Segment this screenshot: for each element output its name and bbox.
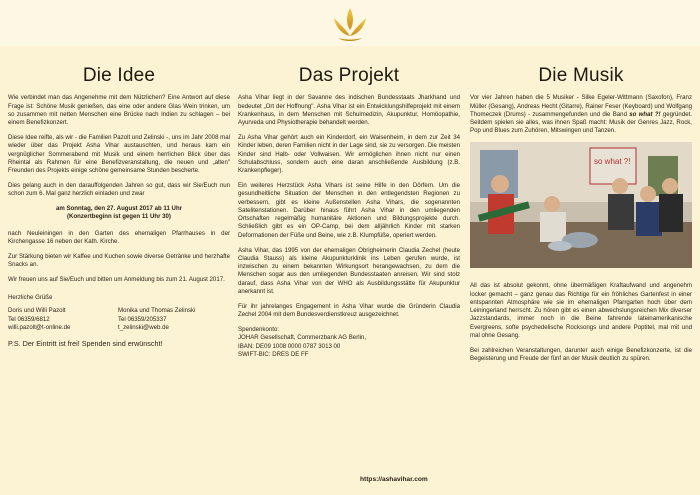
event-date	[8, 205, 230, 222]
music-paragraph-1	[470, 94, 692, 135]
event-date-line: am Sonntag, den 27. August 2017 ab 11 Uhr	[55, 205, 183, 213]
event-time-line: (Konzertbeginn ist gegen 11 Uhr 30)	[67, 213, 171, 221]
project-paragraph-5: Für ihr jahrelanges Engagement in Asha Vihar wurde die Gründerin Claudia Zechel 2004 mit dem Bundesverdienstkreuz ausgezeichnet.	[238, 302, 460, 319]
website-link[interactable]: https://ashavihar.com	[360, 476, 428, 483]
music-column	[470, 65, 692, 370]
sign-phone: Tel 06359/205337	[118, 315, 167, 323]
project-paragraph-3: Ein weiteres Herzstück Asha Vihars ist seine Hilfe in den Dörfern. Um die gesundheitliche Situation der Menschen in den entlegendsten Regionen zu verbessern, gibt es kleine Außenstellen Asha Vihars, die sogenannten Satelitenstationen. Darüber hinaus führt Asha Vihar in den umliegenden Ortschaften regelmäßig humanitäre Aktionen und Bildungsprojekte durch. Schließlich gibt es ein OP-Camp, bei dem alljährlich Kinder mit starken Deformationen der Füße und Beine, wie z.B. Klumpfüße, operiert werden.	[238, 181, 460, 239]
idea-paragraph-3: Dies gelang auch in den darauffolgenden Jahren so gut, dass wir Sie/Euch nun schon zum 6. Mal ganz herzlich einladen und zwar	[8, 181, 230, 198]
account-label: Spendenkonto:	[238, 325, 279, 333]
lotus-hands-logo-icon	[328, 2, 372, 46]
idea-paragraph-5: Zur Stärkung bieten wir Kaffee und Kuchen sowie diverse Getränke und herzhafte Snacks an.	[8, 252, 230, 269]
project-paragraph-2: Zu Asha Vihar gehört auch ein Kinderdorf, ein Waisenheim, in dem zur Zeit 34 Kinder leben, deren Familien nicht in der Lage sind, sie zu versorgen. Die meisten Kinder sind Halb- oder Vollwaisen. Wir ermöglichen ihnen nicht nur einen Schulabschluss, sondern auch eine daran anschließende Ausbildung (z.B. Krankenpfleger).	[238, 133, 460, 175]
music-text-b: gegründet. Seitdem spielen sie alles, was ihnen Spaß macht: Musik der Genres Jazz, Rock, Pop und Blues zum Zuhören, Mitswingen und Tanzen.	[470, 110, 692, 135]
project-paragraph-1: Asha Vihar liegt in der Savanne des indischen Bundesstaats Jharkhand und bedeutet „Ort der Hoffnung". Asha Vihar ist ein Entwicklungshilfeprojekt mit einem Krankenhaus, in dem Menschen mit Schulmedizin, Akupunktur, Homöopathie, Ayurveda und Physiotherapie behandelt werden.	[238, 94, 460, 127]
top-banner	[0, 0, 700, 46]
account-line: SWIFT-BIC: DRES DE FF	[238, 350, 309, 358]
postscript: P.S. Der Eintritt ist frei! Spenden sind erwünscht!	[8, 339, 163, 349]
band-photo	[470, 142, 692, 268]
greeting: Herzliche Grüße	[8, 294, 53, 302]
sign-email: t_zelinski@web.de	[118, 324, 169, 332]
account-line: IBAN: DE09 1008 0000 0787 3013 00	[238, 342, 341, 350]
idea-title: Die Idee	[82, 65, 156, 86]
music-paragraph-3: Bei zahlreichen Veranstaltungen, darunter auch einige Benefizkonzerte, ist die Begeisterung und Freude der fünf an der Musik deutlich zu spüren.	[470, 346, 692, 363]
sign-name: Doris und Willi Pazolt	[8, 307, 66, 315]
idea-paragraph-6: Wir freuen uns auf Sie/Euch und bitten um Anmeldung bis zum 21. August 2017.	[8, 275, 225, 283]
poster-text: so what ?!	[594, 157, 631, 167]
project-column	[238, 65, 460, 359]
sign-email: willi.pazolt@t-online.de	[8, 324, 71, 332]
idea-paragraph-1: Wie verbindet man das Angenehme mit dem Nützlichen? Eine Antwort auf diese Frage ist: Schöne Musik genießen, das eine oder andere Glas Wein trinken, um so zusammen mit netten Menschen eine Brücke nach Indien zu schlagen – bei einem Benefizkonzert.	[8, 94, 230, 127]
project-paragraph-4: Asha Vihar, das 1995 von der ehemaligen Obrigheimerin Claudia Zechel (heute Claudia Stauss) als kleine Akupunkturklinik ins Leben gerufen wurde, ist inzwischen zu einem bekannten Wirkungsort herangewachsen, zu dem die Menschen sogar aus den umliegenden Bundesstaaten anreisen. Wir sind stolz darauf, dass Asha Vihar von der WHO als Ausbildungsstätte für Akupunktur anerkannt ist.	[238, 246, 460, 296]
signatures	[8, 307, 230, 332]
music-paragraph-2: All das ist absolut gekonnt, ohne übermäßigen Kraftaufwand und angenehm locker gemacht – ganz genau das Richtige für ein fröhliches Gartenfest in einer entspannten Atmosphäre wie sie im ehemaligen Pfarrgarten hoch über dem Leiningerland herrscht. Zu hören gibt es einen abwechslungsreichen Mix diverser Jazzstandards, immer noch in die Beine fahrende lateinamerikanische Evergreens, softe psychedelische Rocksongs und andere Poptitel, mal mit und mal ohne Gesang.	[470, 282, 692, 340]
signature-pazolt	[8, 307, 118, 332]
idea-paragraph-2: Diese Idee reifte, als wir - die Familien Pazolt und Zelinski -, uns im Jahr 2008 mal wieder über das Projekt Asha Vihar austauschten, und heraus kam ein vergnüglicher Sommerabend mit Musik und einem herrlichen Blick über das Rheintal als Rahmen für eine Benefizveranstaltung, die neuen und „alten" Freunden des Projekts einige schöne gemeinsame Stunden bescherte.	[8, 133, 230, 175]
project-title: Das Projekt	[298, 65, 400, 86]
account-line: JOHAR Gesellschaft, Commerzbank AG Berlin,	[238, 334, 367, 342]
idea-paragraph-4: nach Neuleiningen in den Garten des ehemaligen Pfarrhauses in der Kirchengasse 16 neben der Kath. Kirche.	[8, 229, 230, 245]
signature-zelinski	[118, 307, 228, 332]
sign-phone: Tel 06359/6812	[8, 315, 50, 323]
music-title: Die Musik	[538, 65, 624, 86]
sign-name: Monika und Thomas Zelinski	[118, 307, 196, 315]
donation-account	[238, 326, 460, 359]
music-text-a: Vor vier Jahren haben die 5 Musiker - Silke Egeler-Wittmann (Saxofon), Franz Müller (Gesang), Andreas Hecht (Gitarre), Rainer Feser (Keyboard) und Wolfgang Thomeczek (Drums) - zusammengefunden und die Band	[470, 94, 692, 118]
band-name: so what ?!	[629, 110, 661, 118]
idea-column	[8, 65, 230, 349]
